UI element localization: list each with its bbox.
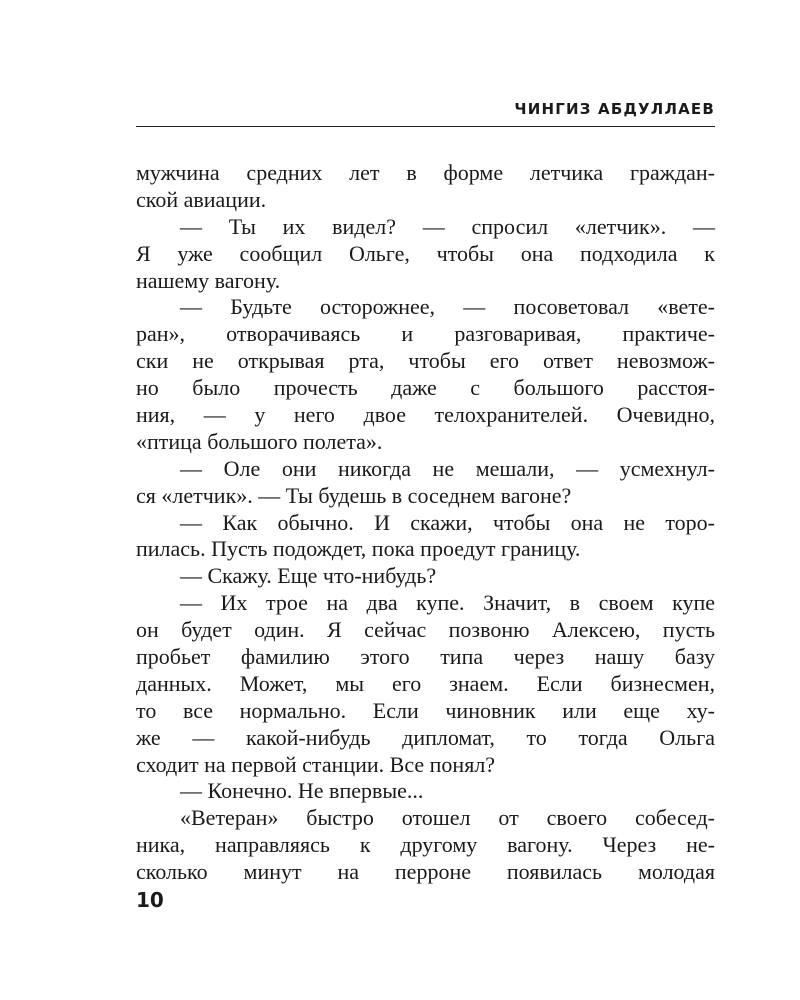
- text-line: то все нормально. Если чиновник или еще ху-: [136, 697, 715, 723]
- text-line: — Скажу. Еще что-нибудь?: [180, 563, 437, 589]
- text-line: «птица большого полета».: [136, 428, 383, 454]
- text-line: сходит на первой станции. Все понял?: [136, 751, 496, 777]
- text-line: мужчина средних лет в форме летчика граждан-: [136, 160, 715, 185]
- header-rule: [136, 126, 715, 127]
- text-line: сколько минут на перроне появилась молодая: [136, 859, 715, 885]
- text-line: данных. Может, мы его знаем. Если бизнесмен,: [136, 670, 715, 696]
- text-line: ран», отворачиваясь и разговаривая, практиче-: [136, 321, 715, 347]
- text-line: — Их трое на два купе. Значит, в своем купе: [180, 590, 715, 616]
- text-line: пилась. Пусть подождет, пока проедут границу.: [136, 536, 581, 562]
- text-line: он будет один. Я сейчас позвоню Алексею, пусть: [136, 617, 715, 643]
- page-number: 10: [136, 888, 164, 912]
- text-line: нашему вагону.: [136, 267, 281, 293]
- text-line: ника, направляясь к другому вагону. Через не-: [136, 832, 715, 858]
- running-head-author: ЧИНГИЗ АБДУЛЛАЕВ: [514, 100, 715, 118]
- text-line: же — какой-нибудь дипломат, то тогда Ольга: [136, 724, 715, 750]
- text-line: — Будьте осторожнее, — посоветовал «вете-: [180, 294, 715, 320]
- text-line: «Ветеран» быстро отошел от своего собесед-: [180, 805, 715, 831]
- text-line: — Конечно. Не впервые...: [180, 778, 424, 804]
- text-line: ски не открывая рта, чтобы его ответ невозмож-: [136, 348, 715, 374]
- text-line: ся «летчик». — Ты будешь в соседнем вагоне?: [136, 482, 572, 508]
- text-line: Я уже сообщил Ольге, чтобы она подходила к: [136, 240, 715, 266]
- text-line: пробьет фамилию этого типа через нашу базу: [136, 644, 715, 670]
- text-line: — Оле они никогда не мешали, — усмехнул-: [180, 455, 715, 481]
- text-line: — Ты их видел? — спросил «летчик». —: [180, 213, 715, 239]
- text-line: — Как обычно. И скажи, чтобы она не торо-: [180, 509, 715, 535]
- text-line: ской авиации.: [136, 186, 267, 212]
- text-line: ния, — у него двое телохранителей. Очевидно,: [136, 402, 715, 428]
- text-line: но было прочесть даже с большого расстоя-: [136, 375, 715, 401]
- body-text: [136, 160, 715, 886]
